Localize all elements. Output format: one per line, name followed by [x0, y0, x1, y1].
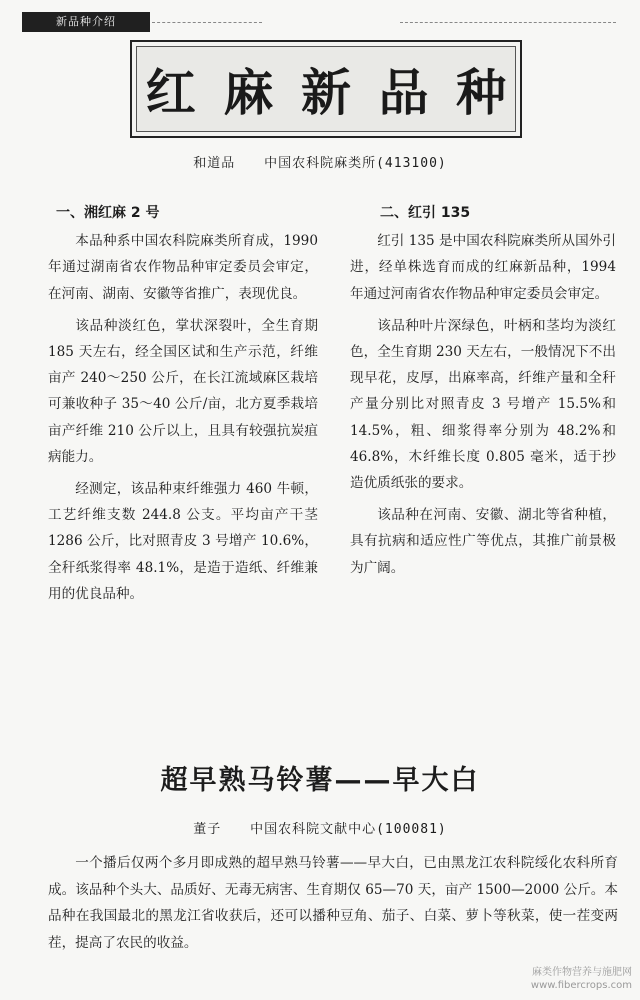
title-char: 麻 [223, 63, 274, 122]
byline-org: 中国农科院文献中心(100081) [250, 822, 447, 837]
paragraph: 本品种系中国农科院麻类所育成，1990 年通过湖南省农作物品种审定委员会审定，在河南、湖南、安徽等省推广，表现优良。 [48, 233, 318, 302]
byline-author: 和道品 [193, 156, 236, 171]
title-char: 红 [145, 63, 196, 122]
column-tag: 新品种介绍 [22, 12, 150, 32]
paragraph: 红引 135 是中国农科院麻类所从国外引进，经单株选育而成的红麻新品种，1994 年通过河南省农作物品种审定委员会审定。 [350, 233, 616, 302]
article1-byline [0, 152, 640, 171]
top-divider-right [400, 22, 616, 23]
paragraph: 该品种淡红色，掌状深裂叶，全生育期 185 天左右，经全国区试和生产示范，纤维亩产 240～250 公斤，在长江流域麻区栽培可兼收种子 35～40 公斤/亩，北方夏季栽培亩产纤维 210 公斤以上，且具有较强抗炭疽病能力。 [48, 317, 318, 465]
watermark-line: 麻类作物营养与施肥网 [532, 967, 632, 978]
section-heading: 一、湘红麻 2 号 [56, 205, 160, 221]
watermark-url: www.fibercrops.com [530, 980, 632, 991]
title-char: 新 [300, 63, 351, 122]
right-column [350, 200, 616, 587]
title-char: 品 [378, 63, 429, 122]
article2-body: 一个播后仅两个多月即成熟的超早熟马铃薯——早大白，已由黑龙江农科院绥化农科所育成。该品种个头大、品质好、无毒无病害、生育期仅 65—70 天，亩产 1500—2000 公斤。本品种在我国最北的黑龙江省收获后，还可以播种豆角、茄子、白菜、萝卜等秋菜，使一茬变两茬，提高了农民的收益。 [48, 855, 618, 951]
byline-author: 董子 [193, 822, 222, 837]
article-title-banner [130, 40, 522, 138]
section-heading: 二、红引 135 [380, 205, 471, 221]
article2-byline [0, 818, 640, 837]
paragraph: 经测定，该品种束纤维强力 460 牛顿，工艺纤维支数 244.8 公支。平均亩产干茎 1286 公斤，比对照青皮 3 号增产 10.6%，全秆纸浆得率 48.1%，是造于造纸、纤维兼用的优良品种。 [48, 481, 318, 602]
paragraph: 该品种在河南、安徽、湖北等省种植，具有抗病和适应性广等优点，其推广前景极为广阔。 [350, 507, 616, 576]
paragraph: 该品种叶片深绿色，叶柄和茎均为淡红色，全生育期 230 天左右，一般情况下不出现早花，皮厚，出麻率高，纤维产量和全秆产量分别比对照青皮 3 号增产 15.5%和 14.5%，粗、细浆得率分别为 48.2%和 46.8%，木纤维长度 0.805 毫米，适于抄造优质纸张的要求。 [350, 317, 616, 492]
left-column [48, 200, 318, 613]
top-divider-left [152, 22, 262, 23]
site-watermark [531, 966, 632, 992]
article2-title: 超早熟马铃薯——早大白 [160, 765, 480, 796]
title-char: 种 [456, 63, 507, 122]
byline-org: 中国农科院麻类所(413100) [264, 156, 447, 171]
